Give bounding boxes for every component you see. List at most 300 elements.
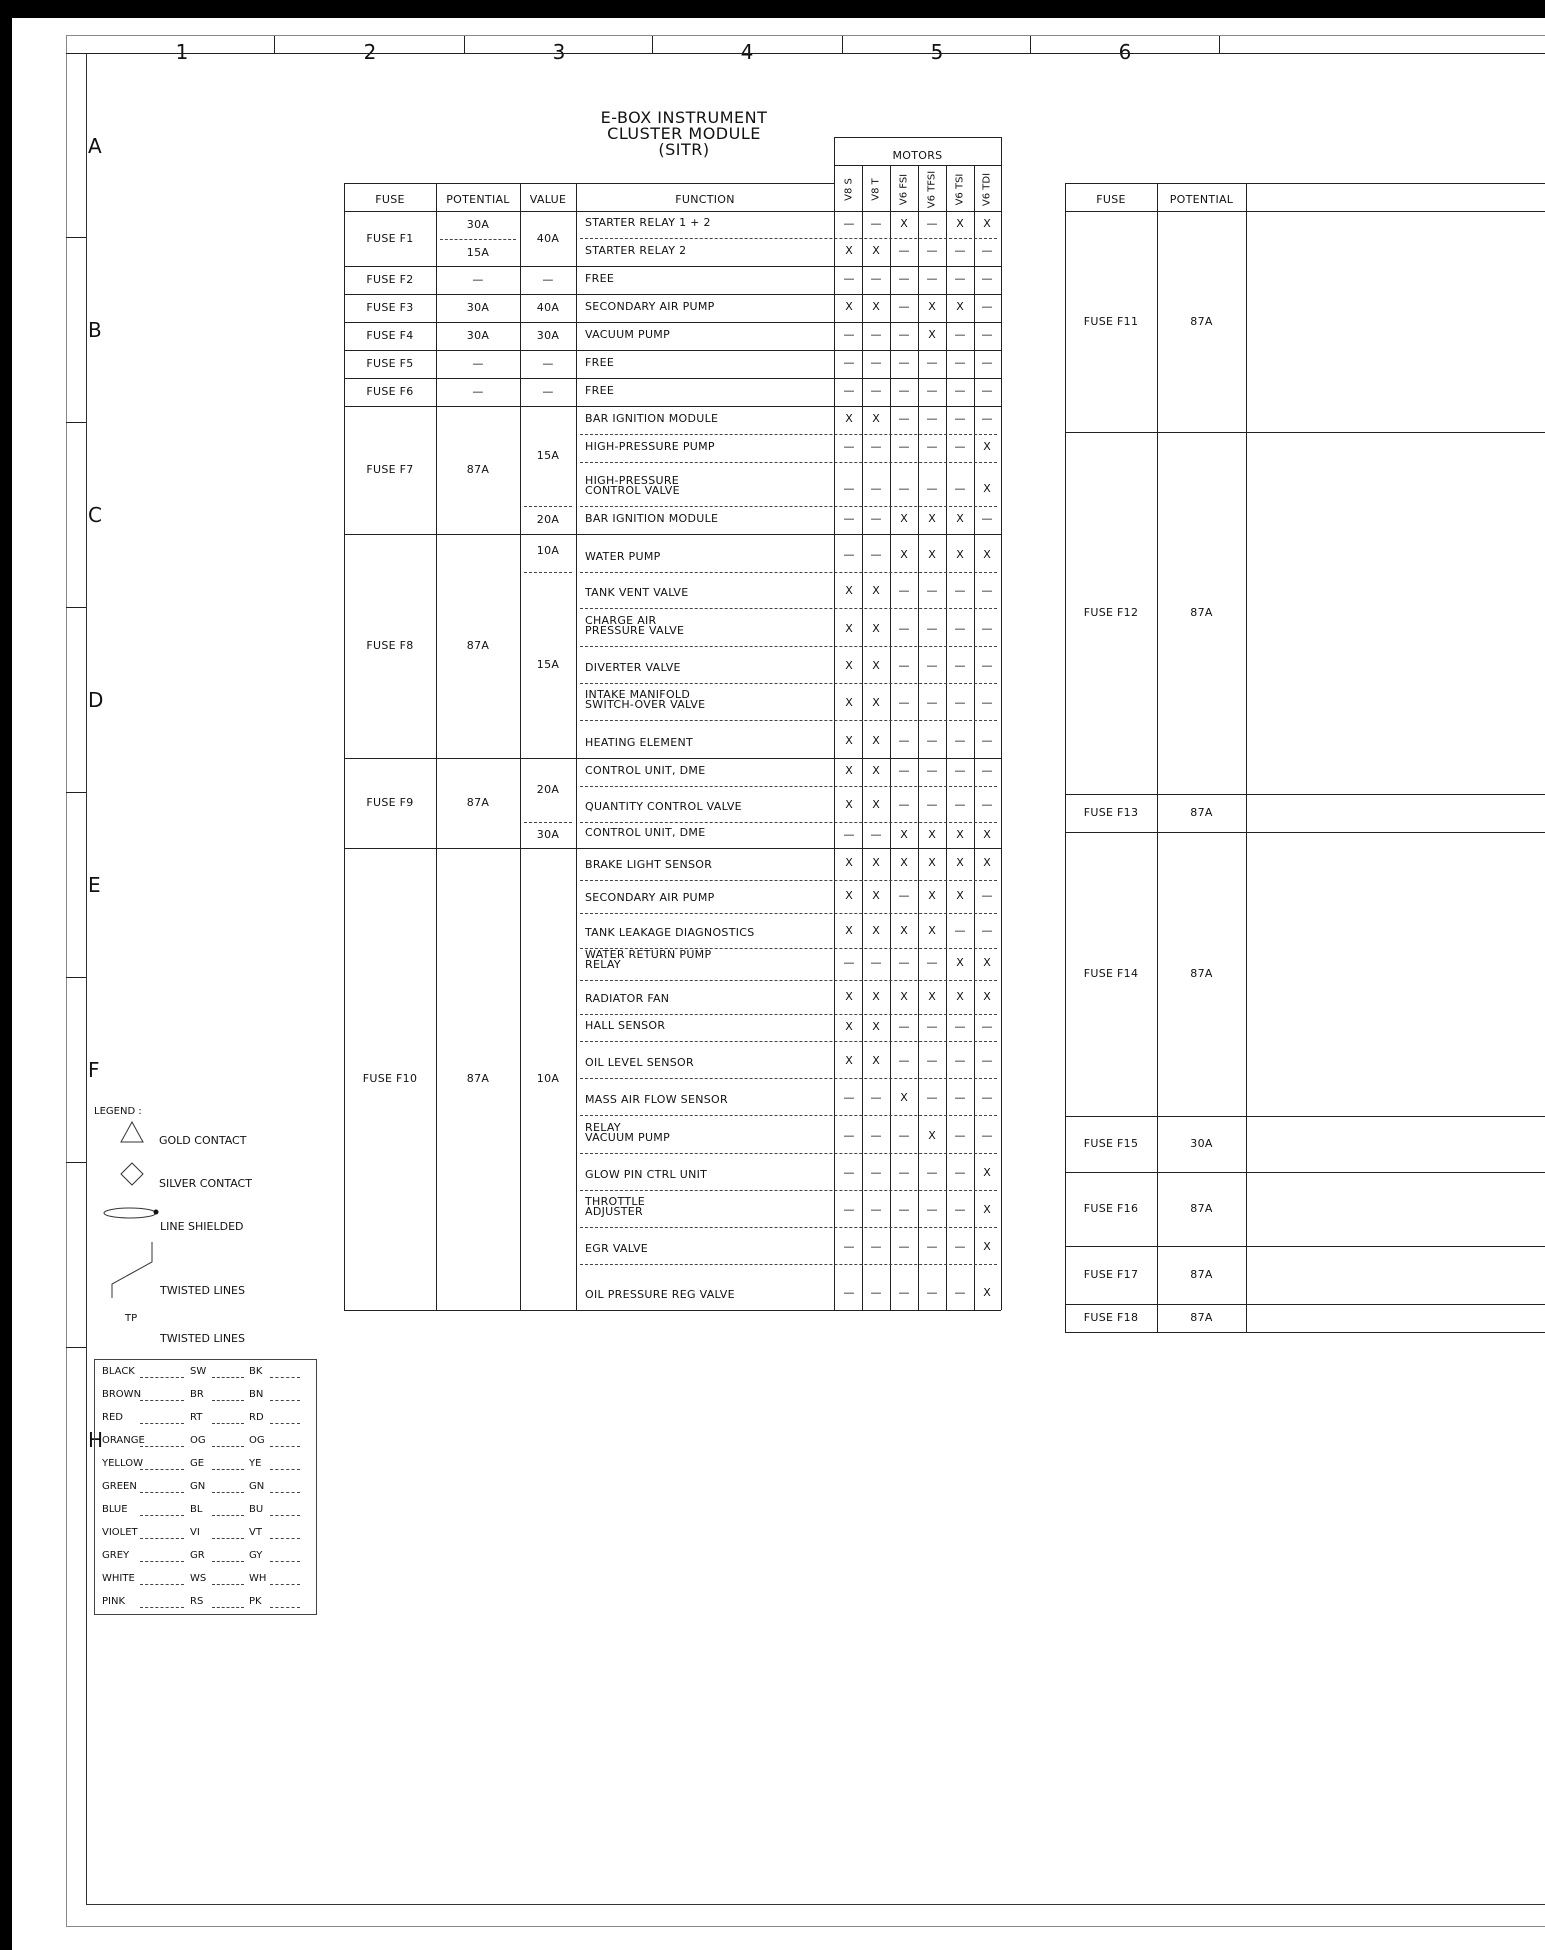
motor-mark: — bbox=[954, 622, 966, 635]
motor-mark: X bbox=[900, 924, 908, 937]
motor-mark: — bbox=[843, 512, 855, 525]
motor-mark: — bbox=[870, 512, 882, 525]
motor-label: V6 TSI bbox=[954, 173, 966, 206]
motor-mark: X bbox=[872, 300, 880, 313]
function-label-line: VACUUM PUMP bbox=[585, 328, 671, 341]
motor-mark: — bbox=[843, 356, 855, 369]
value-amp: 30A bbox=[536, 329, 560, 342]
color-code-en: BK bbox=[249, 1366, 263, 1377]
motor-mark: X bbox=[872, 924, 880, 937]
function-label-line: BRAKE LIGHT SENSOR bbox=[585, 858, 713, 871]
function-label-line: HIGH-PRESSURE bbox=[585, 474, 680, 487]
function-label-line: CONTROL UNIT, DME bbox=[585, 826, 706, 839]
motor-mark: X bbox=[872, 412, 880, 425]
function-label-line: ADJUSTER bbox=[585, 1205, 643, 1218]
motor-mark: X bbox=[956, 828, 964, 841]
motor-mark: — bbox=[954, 440, 966, 453]
motor-mark: — bbox=[870, 548, 882, 561]
fuse-name: FUSE F4 bbox=[366, 329, 414, 342]
motor-mark: — bbox=[898, 244, 910, 257]
grid-col-label: 3 bbox=[552, 40, 566, 64]
motor-mark: — bbox=[954, 1240, 966, 1253]
color-name: WHITE bbox=[102, 1573, 135, 1584]
value-col-header: VALUE bbox=[529, 193, 567, 206]
value-amp: 15A bbox=[536, 449, 560, 462]
motor-mark: — bbox=[981, 924, 993, 937]
motor-mark: — bbox=[954, 1020, 966, 1033]
grid-col-divider bbox=[652, 36, 653, 53]
function-label bbox=[585, 828, 705, 838]
motor-mark: — bbox=[898, 482, 910, 495]
color-name: ORANGE bbox=[102, 1435, 145, 1446]
motor-mark: — bbox=[843, 548, 855, 561]
motor-mark: X bbox=[845, 798, 853, 811]
motor-mark: — bbox=[870, 356, 882, 369]
grid-row-divider bbox=[66, 1347, 86, 1348]
function-label bbox=[585, 476, 680, 496]
right-row-rule bbox=[1065, 1304, 1545, 1305]
dashed-rule bbox=[140, 1469, 184, 1470]
grid-row-label: C bbox=[88, 503, 102, 527]
potential-value: 30A bbox=[466, 329, 490, 342]
motor-mark: X bbox=[872, 622, 880, 635]
grid-row-label: F bbox=[88, 1058, 100, 1082]
motor-mark: — bbox=[981, 1129, 993, 1142]
dashed-rule bbox=[270, 1423, 300, 1424]
function-label bbox=[585, 766, 705, 776]
motor-mark: X bbox=[983, 217, 991, 230]
motor-mark: — bbox=[981, 798, 993, 811]
motor-mark: — bbox=[898, 764, 910, 777]
motor-mark: — bbox=[926, 356, 938, 369]
fuse-row-rule bbox=[344, 848, 1001, 849]
value-amp: 15A bbox=[536, 658, 560, 671]
motor-mark: — bbox=[843, 1129, 855, 1142]
motor-mark: — bbox=[870, 828, 882, 841]
fuse-name: FUSE F9 bbox=[366, 796, 414, 809]
function-label-line: STARTER RELAY 2 bbox=[585, 244, 687, 257]
motor-mark: X bbox=[872, 696, 880, 709]
motor-mark: — bbox=[954, 659, 966, 672]
motor-mark: X bbox=[983, 956, 991, 969]
motor-mark: X bbox=[872, 889, 880, 902]
right-fuse-name: FUSE F16 bbox=[1083, 1202, 1139, 1215]
dashed-rule bbox=[270, 1561, 300, 1562]
motor-mark: X bbox=[983, 990, 991, 1003]
motor-mark: — bbox=[981, 300, 993, 313]
dashed-rule bbox=[580, 646, 997, 647]
dashed-rule bbox=[140, 1423, 184, 1424]
legend-item-label: GOLD CONTACT bbox=[159, 1134, 247, 1147]
fuse-row-rule bbox=[344, 406, 1001, 407]
potential-value: — bbox=[472, 385, 484, 398]
dashed-rule bbox=[270, 1400, 300, 1401]
motor-mark: — bbox=[954, 734, 966, 747]
motor-mark: X bbox=[872, 1054, 880, 1067]
motor-mark: X bbox=[900, 828, 908, 841]
motor-mark: — bbox=[926, 440, 938, 453]
dashed-rule bbox=[212, 1446, 244, 1447]
function-label bbox=[585, 246, 686, 256]
grid-row-divider bbox=[66, 237, 86, 238]
dashed-rule bbox=[212, 1561, 244, 1562]
function-label-line: SECONDARY AIR PUMP bbox=[585, 891, 715, 904]
motor-mark: — bbox=[870, 1166, 882, 1179]
function-label bbox=[585, 1290, 735, 1300]
dashed-rule bbox=[580, 506, 997, 507]
motor-mark: X bbox=[983, 828, 991, 841]
dashed-rule bbox=[140, 1561, 184, 1562]
right-row-rule bbox=[1065, 1332, 1545, 1333]
right-potential: 30A bbox=[1190, 1137, 1213, 1150]
dashed-rule bbox=[580, 1227, 997, 1228]
motor-mark: — bbox=[926, 1054, 938, 1067]
motor-mark: — bbox=[981, 384, 993, 397]
motor-mark: X bbox=[900, 990, 908, 1003]
motors-header-top bbox=[834, 137, 1001, 138]
motor-mark: X bbox=[845, 889, 853, 902]
motor-mark: — bbox=[898, 734, 910, 747]
function-label-line: STARTER RELAY 1 + 2 bbox=[585, 216, 711, 229]
motor-mark: X bbox=[845, 734, 853, 747]
right-potential: 87A bbox=[1190, 1202, 1213, 1215]
grid-col-divider bbox=[842, 36, 843, 53]
dashed-rule bbox=[270, 1377, 300, 1378]
fuse-row-rule bbox=[344, 294, 1001, 295]
motor-mark: X bbox=[983, 856, 991, 869]
motor-mark: — bbox=[954, 764, 966, 777]
dashed-rule bbox=[580, 913, 997, 914]
grid-row-label: E bbox=[88, 873, 101, 897]
motor-mark: X bbox=[872, 856, 880, 869]
motor-mark: — bbox=[843, 1286, 855, 1299]
motor-mark: X bbox=[845, 412, 853, 425]
function-label bbox=[585, 218, 711, 228]
motor-mark: — bbox=[870, 1286, 882, 1299]
motor-mark: — bbox=[926, 482, 938, 495]
grid-row-divider bbox=[66, 422, 86, 423]
motor-col-divider bbox=[862, 165, 863, 1310]
motor-mark: — bbox=[954, 384, 966, 397]
function-label-line: FREE bbox=[585, 356, 615, 369]
motor-mark: — bbox=[898, 889, 910, 902]
value-amp: 40A bbox=[536, 231, 560, 245]
color-code-en: YE bbox=[249, 1458, 262, 1469]
motor-mark: — bbox=[870, 440, 882, 453]
function-label bbox=[585, 302, 715, 312]
dashed-rule bbox=[580, 1190, 997, 1191]
motor-label: V8 T bbox=[870, 178, 882, 201]
function-label-line: OIL PRESSURE REG VALVE bbox=[585, 1288, 735, 1301]
motor-mark: X bbox=[845, 244, 853, 257]
motor-mark: X bbox=[928, 548, 936, 561]
color-code-de: GN bbox=[190, 1481, 206, 1492]
legend-item-label: TWISTED LINES bbox=[160, 1332, 245, 1345]
col-divider bbox=[520, 183, 521, 1310]
dashed-rule bbox=[212, 1607, 244, 1608]
motor-mark: — bbox=[981, 356, 993, 369]
right-fuse-header: FUSE bbox=[1096, 193, 1126, 206]
motor-mark: — bbox=[981, 696, 993, 709]
right-potential: 87A bbox=[1190, 606, 1213, 619]
function-label-line: WATER PUMP bbox=[585, 550, 661, 563]
value-amp: — bbox=[542, 273, 554, 286]
legend-item-label: TWISTED LINES bbox=[160, 1284, 245, 1297]
function-label-line: HIGH-PRESSURE PUMP bbox=[585, 440, 715, 453]
dashed-rule bbox=[140, 1377, 184, 1378]
motor-mark: — bbox=[981, 272, 993, 285]
function-label-line: BAR IGNITION MODULE bbox=[585, 512, 719, 525]
motor-mark: — bbox=[981, 734, 993, 747]
color-name: GREEN bbox=[102, 1481, 137, 1492]
grid-row-label: D bbox=[88, 688, 104, 712]
dashed-rule bbox=[580, 462, 997, 463]
motor-mark: X bbox=[928, 856, 936, 869]
motor-mark: — bbox=[898, 1203, 910, 1216]
function-label bbox=[585, 442, 715, 452]
grid-row-label: A bbox=[88, 134, 102, 158]
color-code-de: RT bbox=[190, 1412, 203, 1423]
color-code-de: GR bbox=[190, 1550, 205, 1561]
function-label bbox=[585, 552, 661, 562]
motor-mark: — bbox=[954, 1091, 966, 1104]
motor-mark: — bbox=[843, 482, 855, 495]
motor-mark: — bbox=[870, 482, 882, 495]
color-code-en: GN bbox=[249, 1481, 265, 1492]
dashed-rule bbox=[440, 239, 516, 240]
function-label-line: SECONDARY AIR PUMP bbox=[585, 300, 715, 313]
right-row-rule bbox=[1065, 1116, 1545, 1117]
motor-mark: — bbox=[926, 956, 938, 969]
shielded-line-icon bbox=[102, 1206, 162, 1220]
motor-mark: — bbox=[981, 764, 993, 777]
motor-mark: — bbox=[981, 1054, 993, 1067]
grid-col-label: 4 bbox=[740, 40, 754, 64]
color-code-en: GY bbox=[249, 1550, 263, 1561]
motor-mark: — bbox=[843, 272, 855, 285]
motor-mark: — bbox=[898, 1240, 910, 1253]
motor-mark: — bbox=[843, 828, 855, 841]
dashed-rule bbox=[524, 572, 572, 573]
dashed-rule bbox=[212, 1400, 244, 1401]
color-code-de: VI bbox=[190, 1527, 200, 1538]
function-label-line: RADIATOR FAN bbox=[585, 992, 670, 1005]
fuse-name: FUSE F8 bbox=[366, 639, 414, 652]
motor-mark: — bbox=[981, 512, 993, 525]
motor-mark: — bbox=[843, 1091, 855, 1104]
motor-mark: — bbox=[898, 798, 910, 811]
dashed-rule bbox=[270, 1584, 300, 1585]
motor-mark: — bbox=[981, 1091, 993, 1104]
dashed-rule bbox=[212, 1377, 244, 1378]
motor-mark: X bbox=[900, 1091, 908, 1104]
motor-mark: — bbox=[898, 300, 910, 313]
right-potential: 87A bbox=[1190, 314, 1213, 328]
value-amp: 30A bbox=[536, 828, 560, 841]
function-label bbox=[585, 802, 742, 812]
motor-mark: — bbox=[926, 622, 938, 635]
table-bottom bbox=[344, 1310, 1001, 1311]
potential-value: 87A bbox=[466, 1072, 490, 1085]
motor-mark: X bbox=[872, 659, 880, 672]
function-label-line: CHARGE AIR bbox=[585, 614, 657, 627]
function-label-line: SWITCH-OVER VALVE bbox=[585, 698, 706, 711]
motor-mark: X bbox=[845, 856, 853, 869]
grid-col-label: 6 bbox=[1118, 40, 1132, 64]
motor-mark: X bbox=[956, 512, 964, 525]
function-label bbox=[585, 738, 693, 748]
motor-mark: X bbox=[900, 512, 908, 525]
color-code-de: OG bbox=[190, 1435, 206, 1446]
motor-mark: X bbox=[983, 1166, 991, 1179]
motor-mark: — bbox=[954, 1054, 966, 1067]
motor-mark: — bbox=[926, 1091, 938, 1104]
motor-mark: — bbox=[870, 217, 882, 230]
motor-col-divider bbox=[974, 165, 975, 1310]
motor-col-divider bbox=[890, 165, 891, 1310]
function-label bbox=[585, 386, 614, 396]
motor-mark: — bbox=[954, 1129, 966, 1142]
motor-mark: — bbox=[898, 1166, 910, 1179]
function-label-line: EGR VALVE bbox=[585, 1242, 649, 1255]
header-bottom bbox=[344, 211, 1001, 212]
dashed-rule bbox=[580, 683, 997, 684]
grid-row-divider bbox=[66, 1162, 86, 1163]
motor-mark: — bbox=[898, 1129, 910, 1142]
value-amp: — bbox=[542, 357, 554, 370]
grid-col-divider bbox=[274, 36, 275, 53]
motor-mark: — bbox=[898, 384, 910, 397]
function-label bbox=[585, 616, 684, 636]
motor-mark: — bbox=[870, 328, 882, 341]
color-code-de: SW bbox=[190, 1366, 207, 1377]
motor-mark: X bbox=[845, 924, 853, 937]
function-label bbox=[585, 1123, 670, 1143]
color-code-de: BL bbox=[190, 1504, 203, 1515]
grid-col-label: 1 bbox=[175, 40, 189, 64]
function-label bbox=[585, 860, 712, 870]
motor-mark: X bbox=[872, 798, 880, 811]
function-col-header: FUNCTION bbox=[675, 193, 735, 206]
motor-mark: X bbox=[845, 1020, 853, 1033]
motor-mark: X bbox=[872, 244, 880, 257]
motor-mark: X bbox=[845, 696, 853, 709]
color-name: BLUE bbox=[102, 1504, 128, 1515]
value-amp: 10A bbox=[536, 544, 560, 557]
right-col-divider bbox=[1065, 183, 1066, 1332]
function-label bbox=[585, 1197, 645, 1217]
motor-mark: — bbox=[954, 482, 966, 495]
value-amp: 20A bbox=[536, 783, 560, 796]
triangle-icon bbox=[120, 1121, 144, 1143]
dashed-rule bbox=[580, 434, 997, 435]
motor-mark: X bbox=[956, 548, 964, 561]
motor-mark: — bbox=[954, 328, 966, 341]
right-potential-header: POTENTIAL bbox=[1169, 193, 1234, 206]
motor-mark: — bbox=[926, 764, 938, 777]
function-label-line: CONTROL UNIT, DME bbox=[585, 764, 706, 777]
right-fuse-name: FUSE F17 bbox=[1083, 1268, 1139, 1281]
function-label bbox=[585, 994, 669, 1004]
motor-mark: X bbox=[983, 548, 991, 561]
grid-row-label: B bbox=[88, 318, 102, 342]
function-label bbox=[585, 928, 755, 938]
value-amp: 20A bbox=[536, 513, 560, 526]
fuse-name: FUSE F10 bbox=[362, 1072, 418, 1085]
right-row-rule bbox=[1065, 1172, 1545, 1173]
dashed-rule bbox=[580, 880, 997, 881]
color-name: BLACK bbox=[102, 1366, 135, 1377]
motor-mark: — bbox=[954, 696, 966, 709]
color-name: BROWN bbox=[102, 1389, 142, 1400]
function-label-line: QUANTITY CONTROL VALVE bbox=[585, 800, 742, 813]
function-label-line: MASS AIR FLOW SENSOR bbox=[585, 1093, 728, 1106]
motor-mark: X bbox=[956, 217, 964, 230]
fuse-row-rule bbox=[344, 758, 1001, 759]
motor-mark: — bbox=[926, 272, 938, 285]
motor-mark: — bbox=[926, 244, 938, 257]
function-label bbox=[585, 690, 705, 710]
motor-mark: — bbox=[926, 1286, 938, 1299]
motor-mark: — bbox=[843, 440, 855, 453]
function-label bbox=[585, 588, 689, 598]
dashed-rule bbox=[580, 608, 997, 609]
motor-mark: — bbox=[981, 244, 993, 257]
function-label-line: BAR IGNITION MODULE bbox=[585, 412, 719, 425]
color-code-en: VT bbox=[249, 1527, 262, 1538]
motor-mark: X bbox=[983, 482, 991, 495]
motor-mark: — bbox=[981, 622, 993, 635]
right-fuse-name: FUSE F11 bbox=[1083, 314, 1139, 328]
grid-col-label: 5 bbox=[930, 40, 944, 64]
grid-col-divider bbox=[464, 36, 465, 53]
motor-mark: X bbox=[928, 328, 936, 341]
dashed-rule bbox=[580, 1078, 997, 1079]
motor-mark: — bbox=[926, 217, 938, 230]
dashed-rule bbox=[212, 1538, 244, 1539]
motor-mark: X bbox=[928, 1129, 936, 1142]
fuse-name: FUSE F3 bbox=[366, 301, 414, 314]
dashed-rule bbox=[580, 720, 997, 721]
motor-mark: — bbox=[898, 272, 910, 285]
motor-mark: — bbox=[954, 1203, 966, 1216]
dashed-rule bbox=[524, 822, 572, 823]
motor-mark: X bbox=[872, 764, 880, 777]
color-code-en: RD bbox=[249, 1412, 264, 1423]
motor-mark: — bbox=[843, 384, 855, 397]
fuse-row-rule bbox=[344, 534, 1001, 535]
function-label-line: RELAY bbox=[585, 1121, 621, 1134]
col-divider bbox=[344, 183, 345, 1310]
function-label bbox=[585, 893, 715, 903]
right-potential: 87A bbox=[1190, 806, 1213, 819]
potential-value: 15A bbox=[466, 245, 490, 259]
motor-mark: — bbox=[870, 956, 882, 969]
motor-mark: X bbox=[928, 828, 936, 841]
color-name: PINK bbox=[102, 1596, 126, 1607]
right-col-divider bbox=[1246, 183, 1247, 1332]
color-code-de: WS bbox=[190, 1573, 207, 1584]
motor-mark: — bbox=[954, 924, 966, 937]
motor-mark: X bbox=[983, 1203, 991, 1216]
value-amp: 40A bbox=[536, 301, 560, 314]
motor-mark: X bbox=[845, 584, 853, 597]
function-label bbox=[585, 1170, 707, 1180]
function-label bbox=[585, 950, 711, 970]
motor-col-divider bbox=[946, 165, 947, 1310]
function-label bbox=[585, 663, 681, 673]
motor-mark: X bbox=[900, 217, 908, 230]
